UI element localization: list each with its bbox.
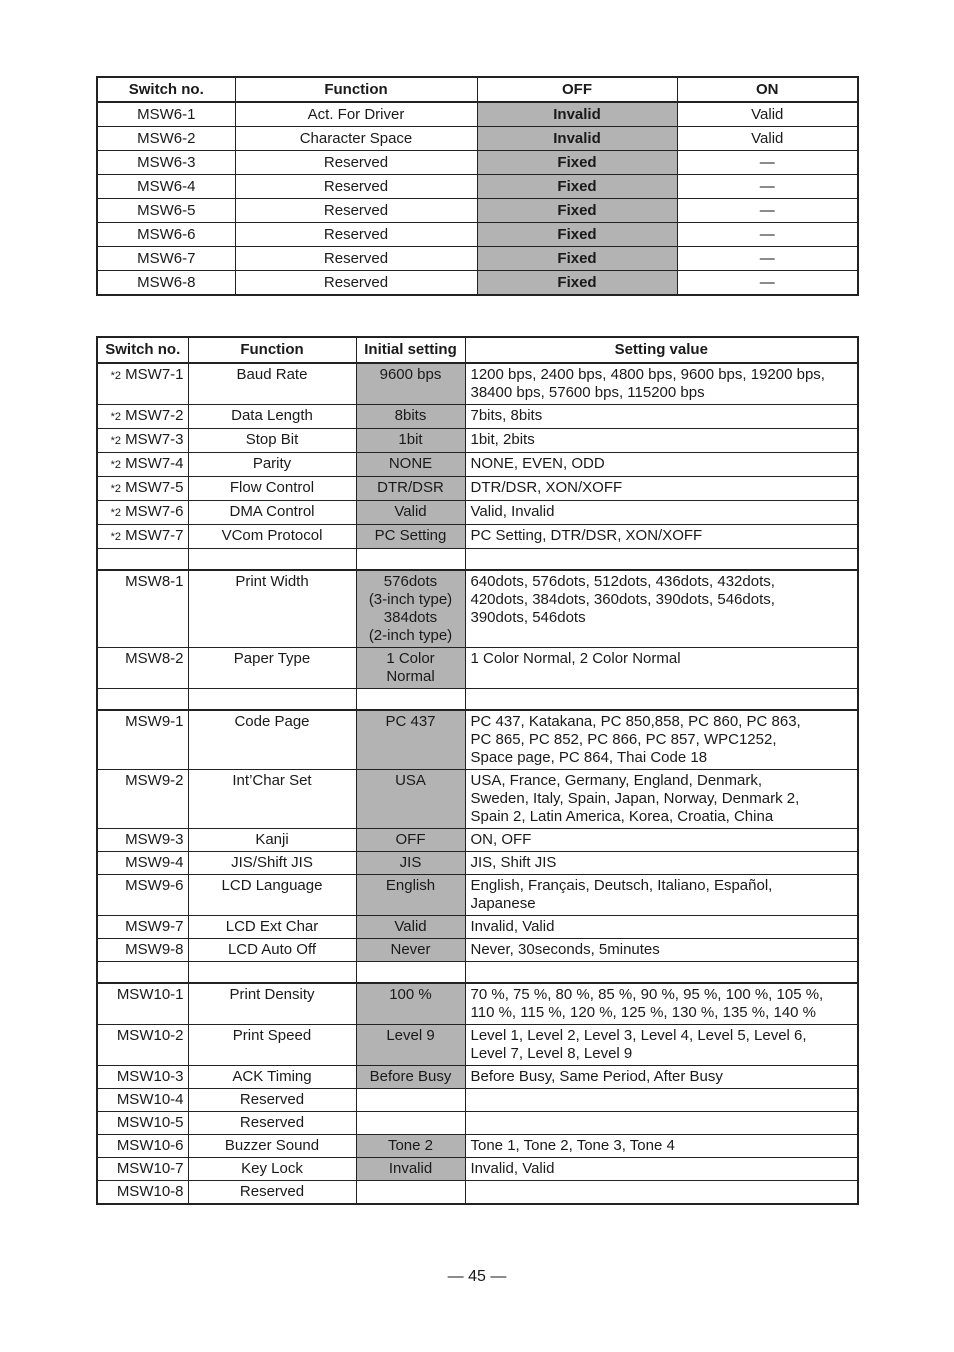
setting-value-cell: Level 1, Level 2, Level 3, Level 4, Level 5, Level 6, Level 7, Level 8, Level 9 (465, 1025, 858, 1066)
switch-no-cell (97, 1066, 188, 1089)
switch-no-text: MSW10-1 (116, 986, 184, 1003)
off-cell: Invalid (477, 127, 677, 151)
initial-setting-cell: DTR/DSR (356, 477, 465, 501)
switch-no-cell (97, 453, 188, 477)
switch-no-cell (97, 939, 188, 962)
header-function: Function (235, 77, 477, 102)
off-cell: Fixed (477, 199, 677, 223)
setting-value-cell: 1200 bps, 2400 bps, 4800 bps, 9600 bps, 19200 bps, 38400 bps, 57600 bps, 115200 bps (465, 363, 858, 405)
on-cell: Valid (677, 102, 858, 127)
table-row (97, 405, 858, 429)
setting-value-cell: Valid, Invalid (465, 501, 858, 525)
switch-no-cell (97, 983, 188, 1025)
function-cell: Reserved (188, 1181, 356, 1205)
initial-setting-cell: Never (356, 939, 465, 962)
setting-value-cell: DTR/DSR, XON/XOFF (465, 477, 858, 501)
table-row (97, 1181, 858, 1205)
spacer-row (97, 549, 858, 571)
switch-no-text: MSW9-8 (125, 941, 184, 958)
table-row (97, 1112, 858, 1135)
msw7-10-table (96, 336, 859, 1205)
function-cell: JIS/Shift JIS (188, 852, 356, 875)
table-row (97, 271, 858, 296)
spacer-row (97, 962, 858, 984)
setting-value-cell: Invalid, Valid (465, 1158, 858, 1181)
switch-no-cell (97, 1025, 188, 1066)
function-cell: Stop Bit (188, 429, 356, 453)
switch-no-text: MSW9-1 (125, 713, 184, 730)
switch-no-cell (97, 1158, 188, 1181)
initial-setting-cell: English (356, 875, 465, 916)
initial-setting-cell: PC 437 (356, 710, 465, 770)
function-cell: Buzzer Sound (188, 1135, 356, 1158)
empty-cell (97, 962, 188, 984)
switch-no-text: MSW7-4 (125, 455, 184, 472)
table-row (97, 127, 858, 151)
switch-no-text: MSW8-1 (125, 573, 184, 590)
initial-setting-cell: Invalid (356, 1158, 465, 1181)
off-cell: Fixed (477, 175, 677, 199)
switch-no-cell (97, 1135, 188, 1158)
setting-value-cell: PC Setting, DTR/DSR, XON/XOFF (465, 525, 858, 549)
footnote-mark: *2 (110, 507, 121, 519)
table-row (97, 770, 858, 829)
setting-value-cell (465, 1112, 858, 1135)
switch-no-cell (97, 829, 188, 852)
switch-no-cell (97, 1181, 188, 1205)
switch-no-text: MSW7-3 (125, 431, 184, 448)
switch-no-cell (97, 570, 188, 648)
switch-no-text: MSW9-4 (125, 854, 184, 871)
empty-cell (188, 549, 356, 571)
function-cell: Print Width (188, 570, 356, 648)
table-row (97, 1025, 858, 1066)
msw7-10-table-body (97, 363, 858, 1204)
table-row (97, 916, 858, 939)
switch-no-cell (97, 501, 188, 525)
function-cell: Act. For Driver (235, 102, 477, 127)
footnote-mark: *2 (110, 483, 121, 495)
setting-value-cell: 7bits, 8bits (465, 405, 858, 429)
switch-no-cell: MSW6-4 (97, 175, 235, 199)
function-cell: Int’Char Set (188, 770, 356, 829)
function-cell: DMA Control (188, 501, 356, 525)
table-row (97, 501, 858, 525)
switch-no-cell (97, 1112, 188, 1135)
function-cell: Reserved (235, 223, 477, 247)
function-cell: Reserved (235, 199, 477, 223)
table-row (97, 829, 858, 852)
switch-no-cell (97, 1089, 188, 1112)
switch-no-text: MSW9-2 (125, 772, 184, 789)
table-row (97, 710, 858, 770)
empty-cell (97, 689, 188, 711)
switch-no-text: MSW9-6 (125, 877, 184, 894)
header-setting-value: Setting value (465, 337, 858, 363)
function-cell: Reserved (235, 175, 477, 199)
function-cell: Character Space (235, 127, 477, 151)
switch-no-cell (97, 770, 188, 829)
header-switch-no: Switch no. (97, 77, 235, 102)
function-cell: Flow Control (188, 477, 356, 501)
on-cell: — (677, 247, 858, 271)
switch-no-text: MSW8-2 (125, 650, 184, 667)
initial-setting-cell: USA (356, 770, 465, 829)
setting-value-cell: Invalid, Valid (465, 916, 858, 939)
off-cell: Fixed (477, 151, 677, 175)
switch-no-cell: MSW6-1 (97, 102, 235, 127)
switch-no-cell (97, 916, 188, 939)
empty-cell (465, 689, 858, 711)
switch-no-text: MSW10-3 (116, 1068, 184, 1085)
function-cell: Reserved (235, 151, 477, 175)
table-row (97, 151, 858, 175)
on-cell: — (677, 223, 858, 247)
setting-value-cell: ON, OFF (465, 829, 858, 852)
setting-value-cell: English, Français, Deutsch, Italiano, Español, Japanese (465, 875, 858, 916)
setting-value-cell: 640dots, 576dots, 512dots, 436dots, 432dots, 420dots, 384dots, 360dots, 390dots, 546dots, 390dots, 546dots (465, 570, 858, 648)
function-cell: LCD Auto Off (188, 939, 356, 962)
switch-no-text: MSW9-3 (125, 831, 184, 848)
function-cell: LCD Language (188, 875, 356, 916)
switch-no-cell: MSW6-6 (97, 223, 235, 247)
switch-no-cell (97, 710, 188, 770)
footnote-mark: *2 (110, 459, 121, 471)
switch-no-cell: MSW6-2 (97, 127, 235, 151)
table-row (97, 570, 858, 648)
switch-no-text: MSW7-1 (125, 366, 184, 383)
setting-value-cell: 1bit, 2bits (465, 429, 858, 453)
switch-no-text: MSW10-7 (116, 1160, 184, 1177)
switch-no-text: MSW7-7 (125, 527, 184, 544)
setting-value-cell: Never, 30seconds, 5minutes (465, 939, 858, 962)
initial-setting-cell (356, 1112, 465, 1135)
function-cell: Key Lock (188, 1158, 356, 1181)
header-on: ON (677, 77, 858, 102)
initial-setting-cell: 1bit (356, 429, 465, 453)
switch-no-cell: MSW6-8 (97, 271, 235, 296)
switch-no-text: MSW7-5 (125, 479, 184, 496)
on-cell: — (677, 175, 858, 199)
header-off: OFF (477, 77, 677, 102)
table-row (97, 175, 858, 199)
table-row (97, 363, 858, 405)
footnote-mark: *2 (110, 411, 121, 423)
msw6-header-row (97, 77, 858, 102)
on-cell: — (677, 199, 858, 223)
initial-setting-cell: Valid (356, 501, 465, 525)
switch-no-text: MSW7-6 (125, 503, 184, 520)
initial-setting-cell: 100 % (356, 983, 465, 1025)
initial-setting-cell: 1 Color Normal (356, 648, 465, 689)
function-cell: VCom Protocol (188, 525, 356, 549)
table-row (97, 1135, 858, 1158)
switch-no-cell: MSW6-5 (97, 199, 235, 223)
function-cell: Reserved (188, 1089, 356, 1112)
switch-no-cell (97, 852, 188, 875)
setting-value-cell: Before Busy, Same Period, After Busy (465, 1066, 858, 1089)
switch-no-cell (97, 525, 188, 549)
on-cell: — (677, 271, 858, 296)
off-cell: Fixed (477, 247, 677, 271)
setting-value-cell (465, 1181, 858, 1205)
empty-cell (356, 549, 465, 571)
initial-setting-cell: PC Setting (356, 525, 465, 549)
function-cell: Reserved (188, 1112, 356, 1135)
switch-no-text: MSW10-4 (116, 1091, 184, 1108)
initial-setting-cell: 576dots (3-inch type) 384dots (2-inch type) (356, 570, 465, 648)
table-row (97, 223, 858, 247)
initial-setting-cell (356, 1089, 465, 1112)
table-row (97, 983, 858, 1025)
empty-cell (188, 689, 356, 711)
header-switch-no: Switch no. (97, 337, 188, 363)
function-cell: Print Speed (188, 1025, 356, 1066)
empty-cell (356, 689, 465, 711)
table-row (97, 247, 858, 271)
initial-setting-cell (356, 1181, 465, 1205)
switch-no-cell (97, 875, 188, 916)
setting-value-cell: 70 %, 75 %, 80 %, 85 %, 90 %, 95 %, 100 %, 105 %, 110 %, 115 %, 120 %, 125 %, 130 %, 135 %, 140 % (465, 983, 858, 1025)
msw6-table-body (97, 102, 858, 295)
footnote-mark: *2 (110, 531, 121, 543)
table-row (97, 939, 858, 962)
table-row (97, 1158, 858, 1181)
table-row (97, 875, 858, 916)
switch-no-cell: MSW6-7 (97, 247, 235, 271)
off-cell: Invalid (477, 102, 677, 127)
table-row (97, 477, 858, 501)
function-cell: Reserved (235, 271, 477, 296)
table-row (97, 102, 858, 127)
on-cell: — (677, 151, 858, 175)
switch-no-text: MSW7-2 (125, 407, 184, 424)
function-cell: LCD Ext Char (188, 916, 356, 939)
footnote-mark: *2 (110, 370, 121, 382)
empty-cell (465, 962, 858, 984)
switch-no-text: MSW9-7 (125, 918, 184, 935)
switch-no-cell (97, 363, 188, 405)
empty-cell (188, 962, 356, 984)
setting-value-cell (465, 1089, 858, 1112)
initial-setting-cell: NONE (356, 453, 465, 477)
function-cell: Reserved (235, 247, 477, 271)
setting-value-cell: USA, France, Germany, England, Denmark, Sweden, Italy, Spain, Japan, Norway, Denmark 2, Spain 2, Latin America, Korea, Croatia, China (465, 770, 858, 829)
initial-setting-cell: 9600 bps (356, 363, 465, 405)
setting-value-cell: Tone 1, Tone 2, Tone 3, Tone 4 (465, 1135, 858, 1158)
switch-no-cell (97, 429, 188, 453)
table-row (97, 1089, 858, 1112)
function-cell: Code Page (188, 710, 356, 770)
function-cell: Print Density (188, 983, 356, 1025)
table-row (97, 429, 858, 453)
header-function: Function (188, 337, 356, 363)
spacer-row (97, 689, 858, 711)
table-row (97, 852, 858, 875)
table-row (97, 525, 858, 549)
setting-value-cell: JIS, Shift JIS (465, 852, 858, 875)
initial-setting-cell: OFF (356, 829, 465, 852)
setting-value-cell: PC 437, Katakana, PC 850,858, PC 860, PC 863, PC 865, PC 852, PC 866, PC 857, WPC1252, Space page, PC 864, Thai Code 18 (465, 710, 858, 770)
function-cell: Paper Type (188, 648, 356, 689)
function-cell: ACK Timing (188, 1066, 356, 1089)
switch-no-text: MSW10-6 (116, 1137, 184, 1154)
function-cell: Baud Rate (188, 363, 356, 405)
switch-no-cell (97, 477, 188, 501)
initial-setting-cell: Tone 2 (356, 1135, 465, 1158)
empty-cell (356, 962, 465, 984)
table-row (97, 1066, 858, 1089)
switch-no-text: MSW10-8 (116, 1183, 184, 1200)
table-row (97, 199, 858, 223)
switch-no-cell (97, 405, 188, 429)
initial-setting-cell: Valid (356, 916, 465, 939)
header-initial-setting: Initial setting (356, 337, 465, 363)
on-cell: Valid (677, 127, 858, 151)
switch-no-text: MSW10-5 (116, 1114, 184, 1131)
switch-no-text: MSW10-2 (116, 1027, 184, 1044)
msw7-10-header-row (97, 337, 858, 363)
function-cell: Data Length (188, 405, 356, 429)
function-cell: Parity (188, 453, 356, 477)
initial-setting-cell: 8bits (356, 405, 465, 429)
initial-setting-cell: Level 9 (356, 1025, 465, 1066)
table-row (97, 453, 858, 477)
switch-no-cell: MSW6-3 (97, 151, 235, 175)
footnote-mark: *2 (110, 435, 121, 447)
setting-value-cell: NONE, EVEN, ODD (465, 453, 858, 477)
switch-no-cell (97, 648, 188, 689)
setting-value-cell: 1 Color Normal, 2 Color Normal (465, 648, 858, 689)
function-cell: Kanji (188, 829, 356, 852)
table-row (97, 648, 858, 689)
off-cell: Fixed (477, 271, 677, 296)
off-cell: Fixed (477, 223, 677, 247)
msw6-table (96, 76, 859, 296)
empty-cell (97, 549, 188, 571)
page-number: — 45 — (447, 1268, 507, 1285)
empty-cell (465, 549, 858, 571)
initial-setting-cell: JIS (356, 852, 465, 875)
initial-setting-cell: Before Busy (356, 1066, 465, 1089)
